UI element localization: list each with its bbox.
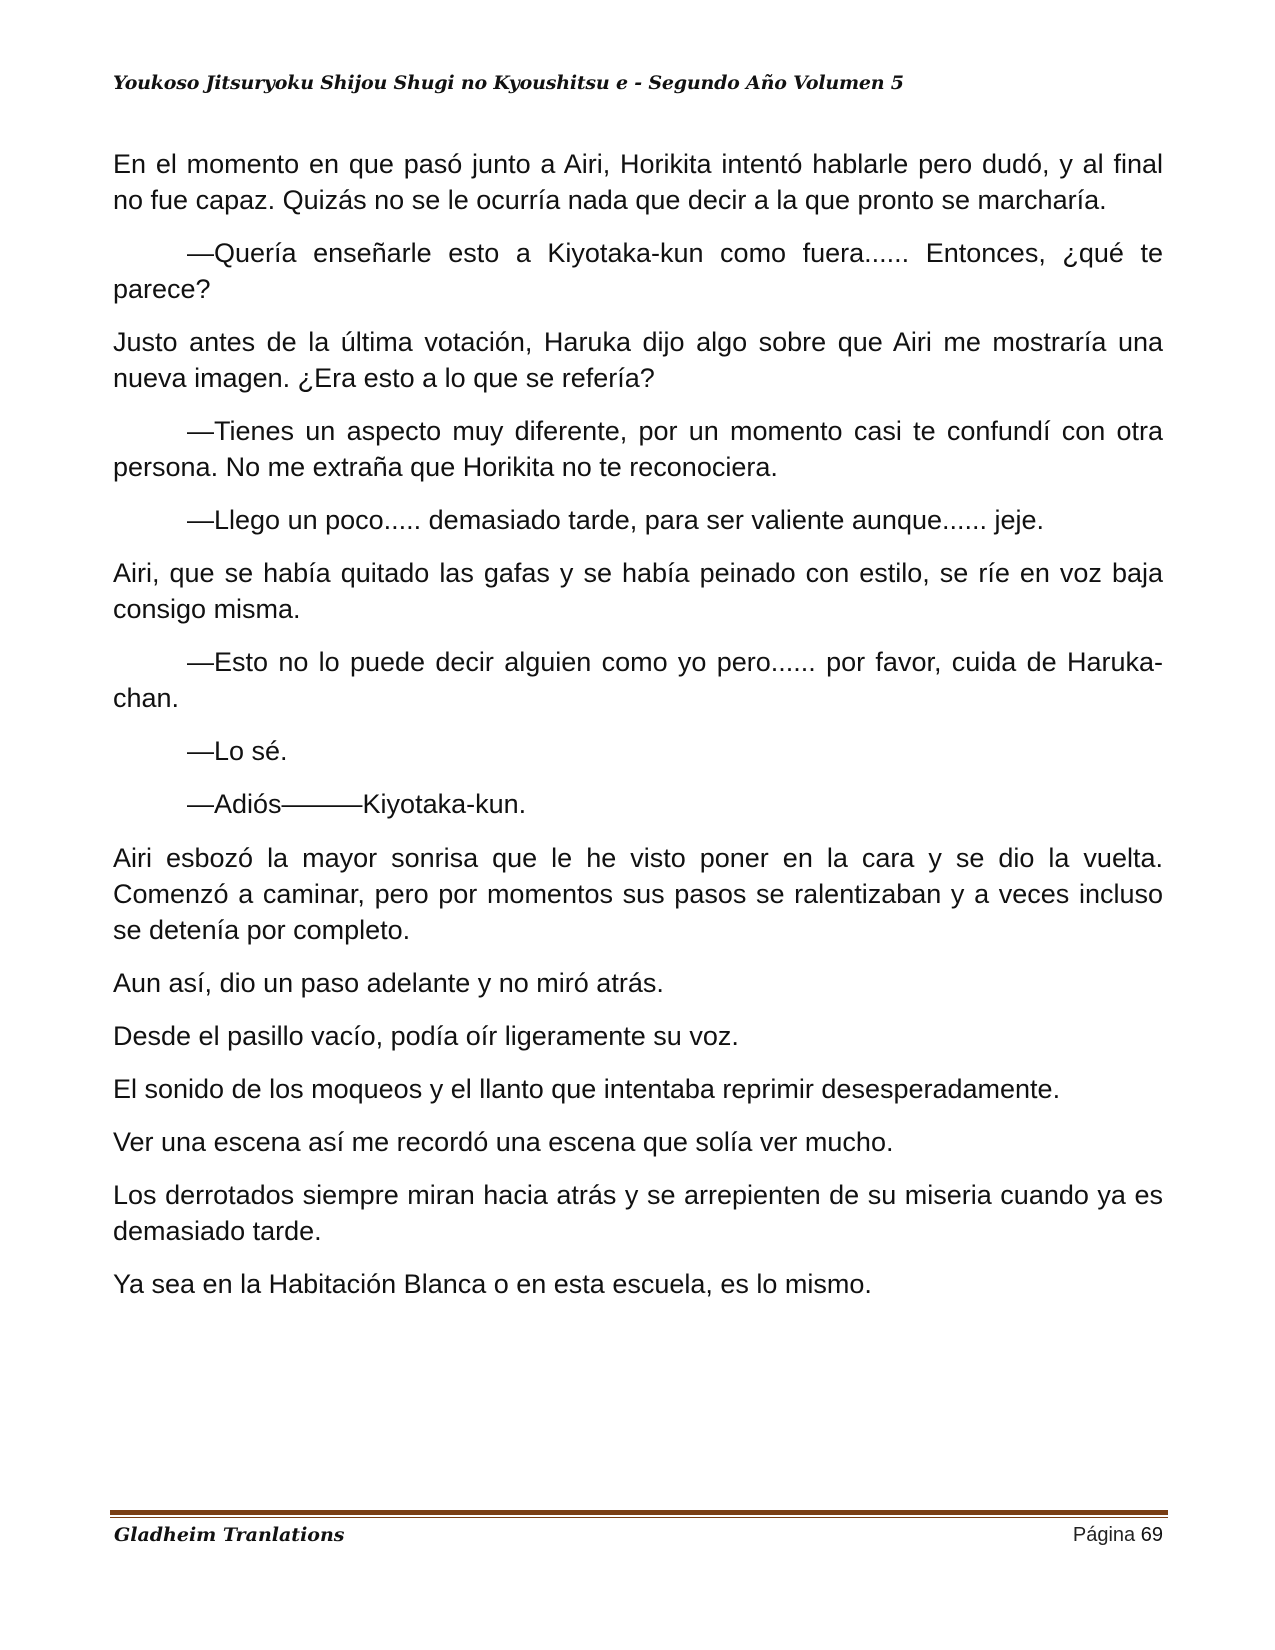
paragraph: Aun así, dio un paso adelante y no miró atrás. — [113, 968, 664, 998]
paragraph: En el momento en que pasó junto a Airi, Horikita intentó hablarle pero dudó, y al final no fue capaz. Quizás no se le ocurría nada que decir a la que pronto se marcharía. — [113, 149, 1163, 215]
paragraph: Ya sea en la Habitación Blanca o en esta escuela, es lo mismo. — [113, 1269, 872, 1299]
footer-divider — [110, 1510, 1168, 1518]
dialog-paragraph: —Esto no lo puede decir alguien como yo pero...... por favor, cuida de Haruka-chan. — [113, 647, 1163, 713]
paragraph: Desde el pasillo vacío, podía oír ligeramente su voz. — [113, 1021, 739, 1051]
page-label: Página — [1072, 1524, 1136, 1546]
paragraph: Justo antes de la última votación, Haruka dijo algo sobre que Airi me mostraría una nueva imagen. ¿Era esto a lo que se refería? — [113, 327, 1163, 393]
footer-divider-thin — [110, 1517, 1168, 1518]
body-text — [113, 146, 1163, 1319]
footer-divider-thick — [110, 1510, 1168, 1515]
paragraph: Los derrotados siempre miran hacia atrás y se arrepienten de su miseria cuando ya es demasiado tarde. — [113, 1180, 1163, 1246]
paragraph: El sonido de los moqueos y el llanto que intentaba reprimir desesperadamente. — [113, 1074, 1061, 1104]
dialog-paragraph: —Quería enseñarle esto a Kiyotaka-kun como fuera...... Entonces, ¿qué te parece? — [113, 238, 1163, 304]
paragraph: Airi esbozó la mayor sonrisa que le he visto poner en la cara y se dio la vuelta. Comenzó a caminar, pero por momentos sus pasos se ralentizaban y a veces incluso se detenía por completo. — [113, 843, 1163, 945]
dialog-paragraph: —Adiós———Kiyotaka-kun. — [187, 789, 527, 819]
paragraph: Airi, que se había quitado las gafas y se había peinado con estilo, se ríe en voz baja consigo misma. — [113, 558, 1163, 624]
page-number-value: 69 — [1140, 1524, 1163, 1546]
dialog-paragraph: —Llego un poco..... demasiado tarde, para ser valiente aunque...... jeje. — [187, 505, 1045, 535]
footer-credit: Gladheim Tranlations — [114, 1524, 345, 1546]
running-header: Youkoso Jitsuryoku Shijou Shugi no Kyoushitsu e - Segundo Año Volumen 5 — [113, 72, 904, 94]
dialog-paragraph: —Lo sé. — [187, 736, 288, 766]
page-number — [1073, 1524, 1163, 1547]
paragraph: Ver una escena así me recordó una escena que solía ver mucho. — [113, 1127, 894, 1157]
dialog-paragraph: —Tienes un aspecto muy diferente, por un momento casi te confundí con otra persona. No me extraña que Horikita no te reconociera. — [113, 416, 1163, 482]
